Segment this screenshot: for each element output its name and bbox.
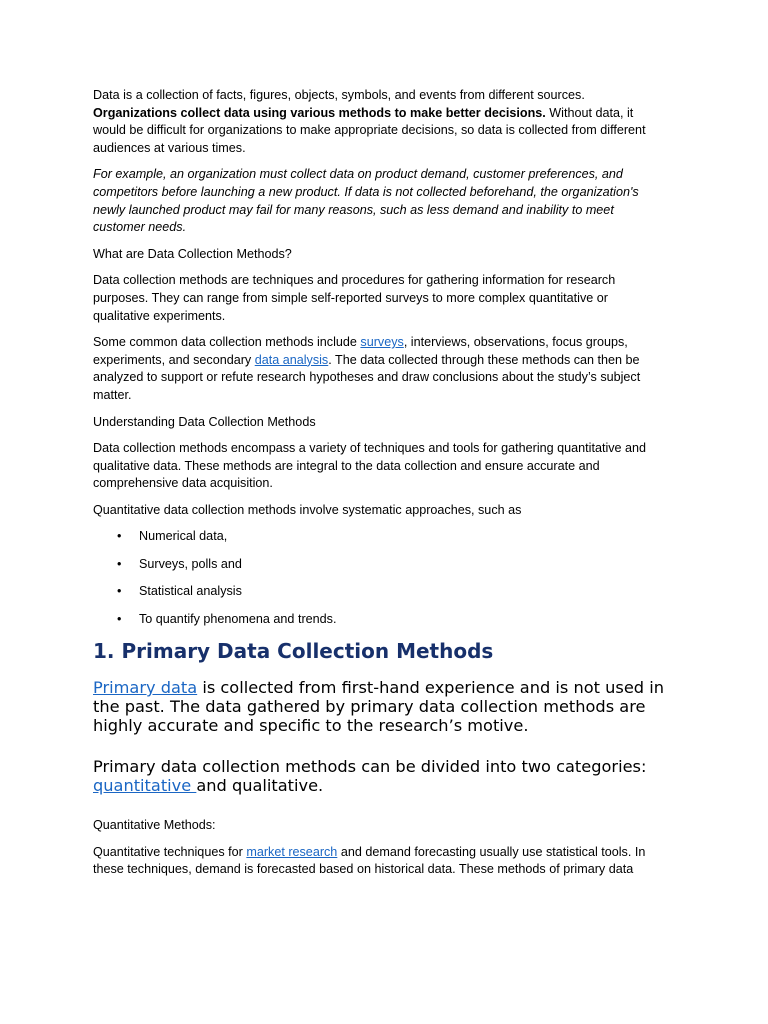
- market-research-link[interactable]: market research: [246, 844, 338, 859]
- quantitative-methods-heading: Quantitative Methods:: [93, 818, 216, 833]
- primary-p1-rest: is collected from first-hand experience and is not used in the past. The data gathered by primary data collection methods are highly accurate and specific to the research’s motive.: [93, 678, 664, 736]
- what-p2-mid: , interviews, observations, focus groups, experiments, and secondary: [93, 335, 628, 367]
- primary-paragraph-1: [93, 678, 667, 736]
- quantitative-link[interactable]: quantitative: [93, 775, 197, 795]
- list-item: • Numerical data,: [139, 528, 667, 546]
- quant-methods-end: and demand forecasting usually use statistical tools. In these techniques, demand is forecasted based on historical data. These methods of primary data: [93, 844, 646, 877]
- primary-paragraph-2: [93, 757, 667, 795]
- primary-section-heading: 1. Primary Data Collection Methods: [93, 639, 494, 664]
- quantitative-methods-paragraph: [93, 844, 667, 879]
- quant-methods-start: Quantitative techniques for: [93, 844, 247, 859]
- intro-text-start: Data is a collection of facts, figures, objects, symbols, and events from different sources.: [93, 88, 585, 102]
- quantitative-bullet-list: [93, 528, 667, 628]
- list-item: • To quantify phenomena and trends.: [139, 611, 667, 629]
- intro-text-end: Without data, it would be difficult for organizations to make appropriate decisions, so data is collected from different audiences at various times.: [93, 105, 646, 155]
- understanding-heading: Understanding Data Collection Methods: [93, 414, 316, 429]
- data-analysis-link[interactable]: data analysis: [254, 352, 329, 367]
- primary-p2-end: and qualitative.: [196, 775, 324, 795]
- understanding-paragraph: Data collection methods encompass a variety of techniques and tools for gathering quantitative and qualitative data. These methods are integral to the data collection and ensure accurate and comprehensive data acquisition.: [93, 441, 647, 491]
- surveys-link[interactable]: surveys: [360, 335, 404, 350]
- what-paragraph-1: Data collection methods are techniques and procedures for gathering information for research purposes. They can range from simple self-reported surveys to more complex quantitative or qualitative experiments.: [93, 273, 616, 323]
- what-p2-end: . The data collected through these methods can then be analyzed to support or refute research hypotheses and draw conclusions about the study’s subject matter.: [93, 352, 641, 402]
- example-paragraph: For example, an organization must collect data on product demand, customer preferences, and competitors before launching a new product. If data is not collected beforehand, the organization's newly launched product may fail for many reasons, such as less demand and inability to meet customer needs.: [93, 167, 639, 235]
- what-paragraph-2: [93, 334, 667, 404]
- what-heading: What are Data Collection Methods?: [93, 246, 292, 261]
- primary-data-link[interactable]: Primary data: [93, 678, 198, 698]
- intro-paragraph: [93, 87, 667, 157]
- intro-text-bold: Organizations collect data using various methods to make better decisions.: [93, 105, 546, 120]
- list-item: • Surveys, polls and: [139, 556, 667, 574]
- list-item: • Statistical analysis: [139, 583, 667, 601]
- primary-p2-start: Primary data collection methods can be divided into two categories:: [93, 756, 647, 776]
- quantitative-intro: Quantitative data collection methods involve systematic approaches, such as: [93, 502, 522, 517]
- what-p2-start: Some common data collection methods include: [93, 335, 361, 350]
